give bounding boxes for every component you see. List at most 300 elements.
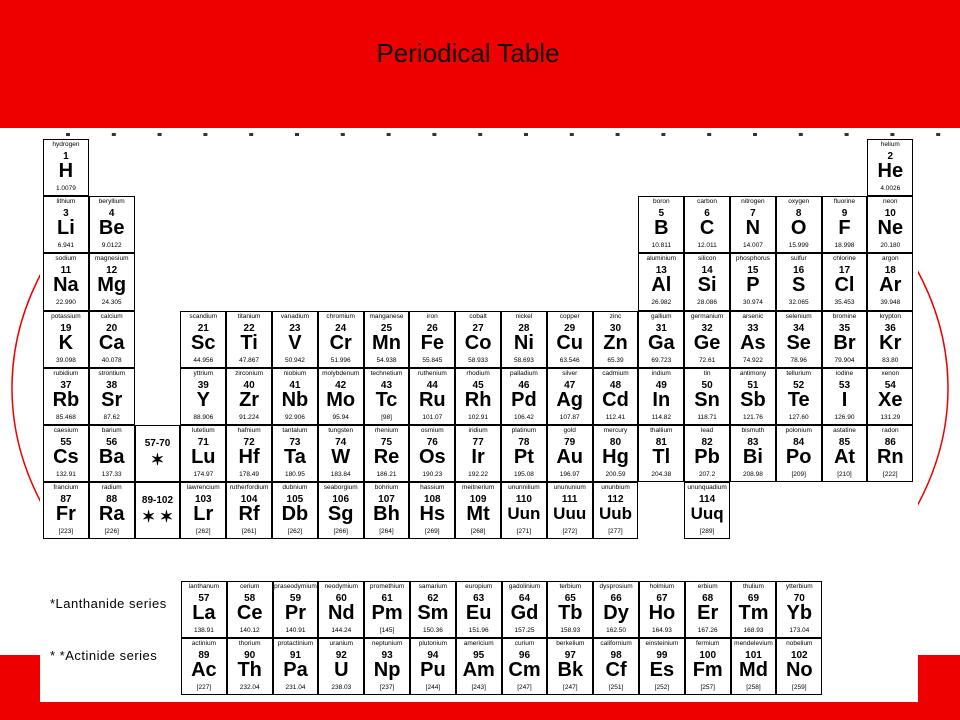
element-cell-p bbox=[730, 253, 776, 310]
element-name: curium bbox=[514, 640, 535, 648]
atomic-mass: [210] bbox=[837, 471, 852, 478]
element-symbol: Ac bbox=[191, 659, 217, 682]
element-symbol: At bbox=[833, 446, 856, 468]
atomic-mass: [244] bbox=[425, 684, 441, 692]
element-name: neon bbox=[883, 198, 898, 206]
element-symbol: Fr bbox=[55, 503, 76, 526]
element-symbol: V bbox=[288, 331, 302, 354]
atomic-number: 77 bbox=[472, 437, 484, 448]
element-cell-sc bbox=[180, 311, 226, 368]
element-name: mendelevium bbox=[734, 640, 773, 648]
element-symbol: Po bbox=[785, 446, 812, 468]
element-cell-po bbox=[776, 425, 822, 482]
atomic-number: 14 bbox=[701, 265, 713, 277]
element-name: scandium bbox=[189, 312, 218, 320]
atomic-number: 107 bbox=[378, 494, 395, 506]
element-name: meitnerium bbox=[462, 484, 495, 492]
element-symbol: Pm bbox=[371, 602, 403, 624]
element-name: antimony bbox=[739, 369, 767, 377]
edge-mark bbox=[845, 133, 849, 136]
element-cell-ne bbox=[867, 196, 913, 253]
element-symbol: Te bbox=[787, 388, 810, 411]
element-cell-n bbox=[730, 196, 776, 253]
element-cell-si bbox=[684, 253, 730, 310]
atomic-number: 1 bbox=[63, 151, 69, 162]
element-cell-cr bbox=[318, 311, 364, 368]
element-name: einsteinium bbox=[645, 640, 679, 648]
element-symbol: Hs bbox=[419, 503, 446, 526]
element-symbol: S bbox=[792, 274, 806, 297]
atomic-number: 12 bbox=[106, 265, 118, 277]
element-name: rubidium bbox=[53, 369, 79, 377]
element-cell-tl bbox=[638, 425, 684, 482]
atomic-number: 43 bbox=[380, 379, 393, 391]
element-symbol: Hg bbox=[602, 446, 629, 468]
atomic-mass: 164.93 bbox=[651, 627, 672, 634]
atomic-number: 44 bbox=[426, 379, 438, 391]
element-symbol: U bbox=[334, 659, 349, 682]
element-name: samarium bbox=[418, 583, 448, 590]
element-symbol: Cs bbox=[53, 446, 79, 468]
atomic-number: 18 bbox=[884, 265, 896, 277]
element-symbol: Fm bbox=[692, 659, 723, 682]
element-symbol: P bbox=[746, 274, 760, 297]
element-cell-cm bbox=[502, 638, 548, 695]
atomic-mass: [258] bbox=[746, 684, 761, 692]
atomic-number: 84 bbox=[793, 437, 805, 448]
atomic-mass: [259] bbox=[792, 684, 807, 692]
atomic-mass: 44.956 bbox=[193, 356, 214, 364]
element-cell-yb bbox=[776, 581, 822, 638]
element-cell-zn bbox=[593, 311, 639, 368]
edge-mark bbox=[295, 133, 299, 136]
element-symbol: Rf bbox=[238, 503, 260, 526]
element-name: helium bbox=[880, 141, 900, 148]
element-name: bohrium bbox=[374, 484, 399, 492]
element-cell-al bbox=[638, 253, 684, 310]
atomic-number: 47 bbox=[564, 379, 576, 391]
atomic-mass: 151.96 bbox=[468, 627, 489, 634]
element-cell-pm bbox=[364, 581, 410, 638]
element-cell-y bbox=[180, 368, 226, 425]
element-name: holmium bbox=[649, 583, 675, 590]
element-symbol: Bh bbox=[373, 503, 400, 526]
element-name: arsenic bbox=[742, 312, 764, 320]
atomic-number: 105 bbox=[286, 494, 304, 506]
element-name: ununbium bbox=[601, 484, 630, 492]
element-name: molybdenum bbox=[322, 369, 360, 377]
atomic-mass: 6.941 bbox=[57, 242, 75, 250]
element-cell-cu bbox=[547, 311, 593, 368]
element-cell-as bbox=[730, 311, 776, 368]
atomic-number: 48 bbox=[609, 379, 622, 391]
element-name: aluminium bbox=[646, 255, 677, 263]
element-symbol: Tm bbox=[738, 602, 769, 624]
element-cell-db bbox=[272, 482, 318, 539]
atomic-mass: 78.96 bbox=[790, 356, 807, 364]
element-cell-zr bbox=[226, 368, 272, 425]
element-cell-v bbox=[272, 311, 318, 368]
element-name: californium bbox=[600, 640, 632, 648]
element-name: plutonium bbox=[418, 640, 447, 648]
element-cell-se bbox=[776, 311, 822, 368]
element-cell-uub bbox=[593, 482, 639, 539]
element-cell-la bbox=[181, 581, 227, 638]
element-symbol: La bbox=[192, 602, 216, 624]
edge-mark bbox=[936, 133, 940, 136]
atomic-mass: 32.065 bbox=[788, 299, 809, 307]
element-name: rutherfordium bbox=[229, 484, 269, 492]
element-name: vanadium bbox=[280, 312, 309, 320]
atomic-mass: 150.36 bbox=[422, 627, 443, 634]
element-name: nickel bbox=[515, 312, 533, 320]
element-cell-ge bbox=[684, 311, 730, 368]
atomic-mass: 158.93 bbox=[560, 627, 581, 634]
element-symbol: Kr bbox=[879, 331, 902, 354]
atomic-number: 89 bbox=[198, 650, 210, 662]
atomic-number: 70 bbox=[793, 593, 805, 604]
atomic-number: 39 bbox=[197, 379, 209, 391]
element-name: europium bbox=[465, 583, 493, 590]
element-symbol: C bbox=[699, 217, 715, 240]
atomic-mass: 132.91 bbox=[55, 471, 76, 478]
atomic-number: 2 bbox=[887, 151, 894, 162]
element-cell-rf bbox=[226, 482, 272, 539]
atomic-mass: 22.990 bbox=[55, 299, 76, 307]
atomic-mass: 208.98 bbox=[742, 471, 763, 478]
element-symbol: Ce bbox=[236, 602, 263, 624]
element-name: tin bbox=[703, 369, 711, 377]
atomic-mass: 18.998 bbox=[834, 242, 855, 250]
atomic-number: 86 bbox=[884, 437, 896, 448]
atomic-number: 52 bbox=[793, 379, 805, 391]
element-cell-pb bbox=[684, 425, 730, 482]
element-symbol: Rb bbox=[52, 388, 80, 411]
element-cell-s bbox=[776, 253, 822, 310]
element-name: phosphorus bbox=[735, 255, 770, 263]
atomic-number: 97 bbox=[564, 650, 576, 662]
element-cell-he bbox=[867, 139, 913, 196]
atomic-number: 26 bbox=[426, 322, 438, 334]
atomic-mass: 121.76 bbox=[742, 413, 763, 421]
element-name: dubnium bbox=[282, 484, 308, 492]
element-cell-co bbox=[455, 311, 501, 368]
element-symbol: Pa bbox=[283, 659, 308, 682]
element-name: fermium bbox=[695, 640, 720, 648]
atomic-mass: 28.086 bbox=[697, 299, 718, 307]
element-name: praseodymium bbox=[274, 583, 317, 590]
element-cell-sr bbox=[89, 368, 135, 425]
element-cell-fm bbox=[685, 638, 731, 695]
element-symbol: Tb bbox=[558, 602, 583, 624]
element-name: boron bbox=[652, 198, 670, 206]
atomic-mass: 58.933 bbox=[468, 356, 489, 364]
atomic-number: 31 bbox=[655, 322, 667, 334]
edge-mark bbox=[203, 133, 207, 136]
atomic-mass: [262] bbox=[287, 528, 303, 536]
element-cell-k bbox=[43, 311, 89, 368]
element-name: promethium bbox=[369, 583, 405, 590]
element-cell-mt bbox=[455, 482, 501, 539]
element-symbol: Ru bbox=[418, 388, 446, 411]
element-symbol: Pu bbox=[420, 659, 446, 682]
element-cell-sn bbox=[684, 368, 730, 425]
atomic-mass: [262] bbox=[196, 528, 211, 536]
element-name: rhodium bbox=[466, 369, 490, 377]
element-symbol: Uun bbox=[507, 504, 541, 524]
element-cell-au bbox=[547, 425, 593, 482]
element-symbol: O bbox=[790, 217, 807, 240]
atomic-mass: 55.845 bbox=[422, 356, 443, 364]
atomic-mass: [289] bbox=[699, 528, 715, 536]
atomic-mass: 47.867 bbox=[239, 356, 260, 364]
atomic-number: 106 bbox=[332, 494, 350, 506]
atomic-number: 112 bbox=[607, 494, 624, 506]
element-name: unununium bbox=[553, 484, 586, 492]
element-cell-eu bbox=[456, 581, 502, 638]
element-cell-mg bbox=[89, 253, 135, 310]
element-symbol: Tc bbox=[375, 388, 398, 411]
element-cell-re bbox=[364, 425, 410, 482]
edge-mark bbox=[112, 133, 116, 136]
element-cell-rn bbox=[867, 425, 913, 482]
atomic-number: 41 bbox=[289, 379, 301, 391]
element-name: bismuth bbox=[741, 427, 765, 434]
element-name: seaborgium bbox=[323, 484, 358, 492]
atomic-number: 90 bbox=[244, 650, 256, 662]
atomic-mass: [247] bbox=[563, 684, 578, 692]
atomic-number: 101 bbox=[745, 650, 762, 662]
atomic-number: 71 bbox=[197, 437, 209, 448]
atomic-number: 67 bbox=[656, 593, 668, 604]
element-name: iridium bbox=[468, 427, 488, 434]
element-name: osmium bbox=[420, 427, 444, 434]
element-name: nobelium bbox=[786, 640, 813, 648]
element-symbol: Nd bbox=[327, 602, 355, 624]
element-symbol: Rn bbox=[876, 446, 904, 468]
atomic-mass: 162.50 bbox=[606, 627, 627, 634]
element-cell-np bbox=[364, 638, 410, 695]
element-cell-no bbox=[776, 638, 822, 695]
element-symbol: Mg bbox=[97, 274, 127, 297]
element-cell-c bbox=[684, 196, 730, 253]
element-symbol: Ge bbox=[693, 331, 721, 354]
element-name: zinc bbox=[609, 312, 622, 320]
element-cell-am bbox=[456, 638, 502, 695]
element-name: argon bbox=[881, 255, 899, 263]
page-title: Periodical Table bbox=[376, 38, 560, 68]
element-cell-uun bbox=[501, 482, 547, 539]
element-symbol: Eu bbox=[465, 602, 492, 624]
element-cell-tm bbox=[731, 581, 777, 638]
element-cell-uuu bbox=[547, 482, 593, 539]
edge-mark bbox=[707, 133, 711, 136]
atomic-mass: [266] bbox=[333, 528, 348, 536]
element-name: americium bbox=[463, 640, 494, 648]
atomic-number: 11 bbox=[60, 265, 72, 277]
element-name: germanium bbox=[690, 312, 724, 320]
element-cell-hf bbox=[226, 425, 272, 482]
element-symbol: Xe bbox=[878, 388, 903, 411]
atomic-mass: [222] bbox=[883, 471, 898, 478]
element-symbol: Pr bbox=[284, 602, 307, 624]
atomic-number: 76 bbox=[426, 437, 438, 448]
element-name: tellurium bbox=[786, 369, 811, 377]
element-name: radium bbox=[101, 484, 122, 492]
element-symbol: K bbox=[58, 331, 74, 354]
atomic-mass: 173.04 bbox=[789, 627, 810, 634]
atomic-number: 54 bbox=[884, 379, 896, 391]
element-symbol: N bbox=[745, 217, 761, 240]
atomic-number: 10 bbox=[884, 208, 896, 220]
element-cell-nb bbox=[272, 368, 318, 425]
element-name: chromium bbox=[326, 312, 355, 320]
element-name: uranium bbox=[329, 640, 354, 648]
atomic-mass: 91.224 bbox=[239, 413, 260, 421]
atomic-mass: 69.723 bbox=[651, 356, 672, 364]
atomic-number: 13 bbox=[655, 265, 667, 277]
atomic-number: 81 bbox=[655, 437, 667, 448]
atomic-mass: [237] bbox=[379, 684, 395, 692]
element-symbol: Am bbox=[462, 659, 495, 682]
element-symbol: Os bbox=[418, 446, 446, 468]
atomic-number: 9 bbox=[841, 208, 848, 220]
series-placeholder-cell bbox=[135, 482, 181, 539]
element-name: chlorine bbox=[833, 255, 856, 263]
element-cell-ru bbox=[409, 368, 455, 425]
atomic-number: 108 bbox=[423, 494, 441, 506]
atomic-mass: 1.0079 bbox=[55, 185, 76, 192]
element-cell-ir bbox=[455, 425, 501, 482]
atomic-mass: 92.906 bbox=[284, 413, 305, 421]
element-name: fluorine bbox=[833, 198, 856, 206]
element-symbol: Sb bbox=[740, 388, 766, 411]
atomic-number: 57 bbox=[198, 593, 210, 604]
element-cell-at bbox=[822, 425, 868, 482]
element-name: lanthanum bbox=[188, 583, 220, 590]
atomic-mass: [251] bbox=[608, 684, 624, 692]
element-name: silver bbox=[562, 369, 578, 377]
atomic-mass: 190.23 bbox=[422, 471, 443, 478]
element-symbol: Lr bbox=[193, 503, 214, 526]
element-cell-ni bbox=[501, 311, 547, 368]
element-name: bromine bbox=[832, 312, 857, 320]
element-symbol: Ti bbox=[240, 331, 258, 354]
element-name: barium bbox=[101, 427, 122, 434]
atomic-mass: 26.982 bbox=[651, 299, 672, 307]
element-name: astatine bbox=[833, 427, 856, 434]
atomic-mass: 118.71 bbox=[697, 413, 717, 421]
atomic-number: 55 bbox=[60, 437, 72, 448]
element-symbol: Mt bbox=[466, 503, 490, 526]
element-name: francium bbox=[53, 484, 79, 492]
atomic-mass: 107.87 bbox=[559, 413, 580, 421]
atomic-number: 24 bbox=[335, 322, 347, 334]
element-cell-o bbox=[776, 196, 822, 253]
element-symbol: B bbox=[654, 217, 669, 240]
atomic-number: 5 bbox=[658, 208, 665, 220]
element-symbol: Es bbox=[649, 659, 675, 682]
element-cell-hs bbox=[409, 482, 455, 539]
atomic-number: 68 bbox=[702, 593, 714, 604]
atomic-number: 30 bbox=[609, 322, 622, 334]
element-name: iron bbox=[426, 312, 438, 320]
atomic-mass: 65.39 bbox=[607, 356, 624, 364]
atomic-number: 34 bbox=[793, 322, 805, 334]
atomic-mass: 138.91 bbox=[193, 627, 214, 634]
element-symbol: Cm bbox=[508, 659, 541, 682]
edge-mark bbox=[570, 133, 574, 136]
element-cell-cs bbox=[43, 425, 89, 482]
element-symbol: Bk bbox=[557, 659, 584, 682]
element-cell-ca bbox=[89, 311, 135, 368]
atomic-number: 69 bbox=[747, 593, 760, 604]
atomic-mass: [145] bbox=[379, 627, 395, 634]
atomic-mass: [247] bbox=[517, 684, 532, 692]
atomic-mass: 101.07 bbox=[422, 413, 443, 421]
atomic-number: 74 bbox=[335, 437, 347, 448]
atomic-number: 19 bbox=[60, 322, 72, 334]
element-symbol: Mo bbox=[326, 388, 356, 411]
atomic-number-range: 89-102 bbox=[141, 495, 174, 507]
element-name: selenium bbox=[785, 312, 812, 320]
atomic-mass: 114.82 bbox=[651, 413, 671, 421]
element-cell-dy bbox=[593, 581, 639, 638]
atomic-number: 32 bbox=[701, 322, 713, 334]
atomic-mass: [269] bbox=[425, 528, 440, 536]
element-symbol: Db bbox=[281, 503, 309, 526]
element-symbol: Th bbox=[237, 659, 262, 682]
element-symbol: Ta bbox=[283, 446, 306, 468]
element-name: caesium bbox=[53, 427, 78, 434]
atomic-number: 73 bbox=[289, 437, 301, 448]
atomic-number: 79 bbox=[564, 437, 576, 448]
element-symbol: Sn bbox=[694, 388, 720, 411]
element-symbol: Tl bbox=[652, 446, 671, 468]
element-name: tungsten bbox=[328, 427, 354, 434]
element-symbol: Zr bbox=[239, 388, 260, 411]
element-name: thallium bbox=[650, 427, 673, 434]
atomic-number: 53 bbox=[838, 379, 851, 391]
element-symbol: I bbox=[841, 388, 848, 411]
element-symbol: Md bbox=[739, 659, 768, 682]
element-symbol: Br bbox=[833, 331, 856, 354]
atomic-number: 83 bbox=[747, 437, 759, 448]
element-cell-f bbox=[822, 196, 868, 253]
atomic-mass: [272] bbox=[562, 528, 577, 536]
element-name: lawrencium bbox=[186, 484, 220, 492]
element-cell-ti bbox=[226, 311, 272, 368]
atomic-number: 95 bbox=[473, 650, 485, 662]
atomic-number: 62 bbox=[427, 593, 439, 604]
atomic-mass: 157.25 bbox=[514, 627, 535, 634]
asterisk-icon: ✶ ✶ bbox=[141, 509, 174, 527]
element-symbol: Ne bbox=[877, 217, 904, 240]
element-symbol: Cf bbox=[605, 659, 627, 682]
element-name: sulfur bbox=[790, 255, 807, 263]
element-symbol: Cd bbox=[602, 388, 629, 411]
atomic-mass: 72.61 bbox=[698, 356, 716, 364]
element-cell-pu bbox=[410, 638, 456, 695]
element-cell-pt bbox=[501, 425, 547, 482]
element-symbol: Ga bbox=[647, 331, 675, 354]
element-symbol: Zn bbox=[603, 331, 628, 354]
element-cell-lr bbox=[180, 482, 226, 539]
element-symbol: Np bbox=[373, 659, 401, 682]
element-symbol: Ca bbox=[98, 331, 125, 354]
atomic-mass: 192.22 bbox=[468, 471, 489, 478]
atomic-number: 46 bbox=[518, 379, 530, 391]
